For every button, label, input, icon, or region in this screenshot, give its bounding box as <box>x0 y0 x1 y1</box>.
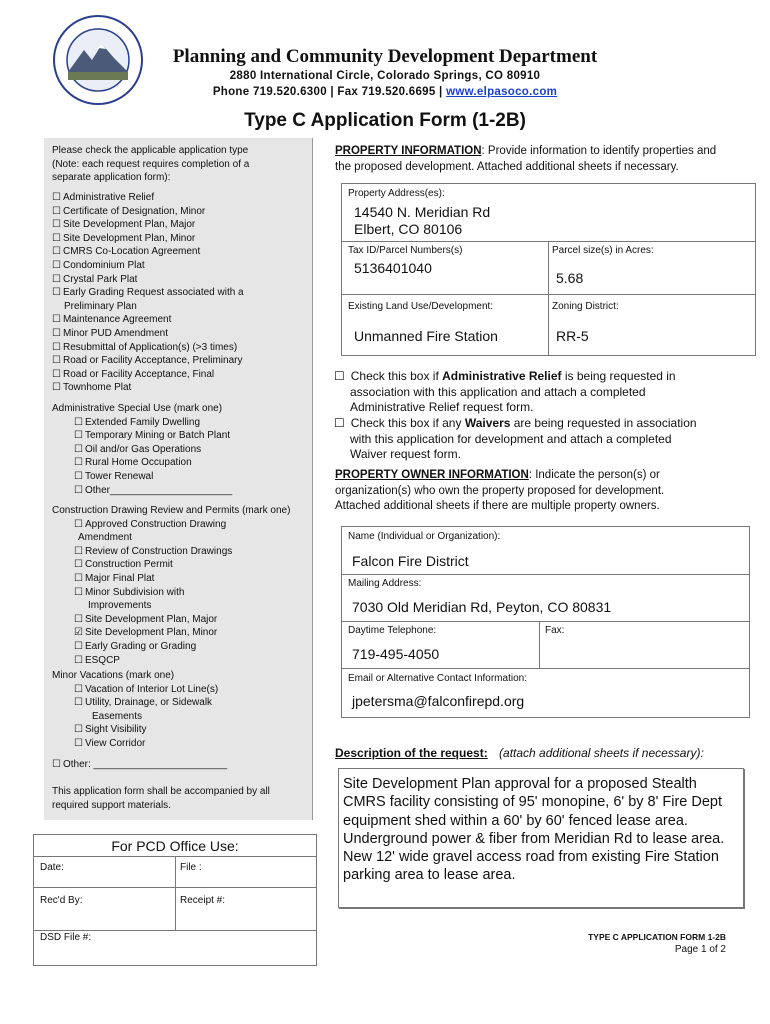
checkbox-icon[interactable]: ☐ <box>74 683 83 695</box>
zoning-label: Zoning District: <box>552 301 619 312</box>
address-line-2[interactable]: Elbert, CO 80106 <box>354 221 463 237</box>
type-option[interactable] <box>52 218 244 232</box>
group-title: Minor Vacations (mark one) <box>52 670 175 681</box>
checkbox-icon[interactable]: ☐ <box>74 559 83 571</box>
description-box[interactable] <box>338 768 744 908</box>
type-label: Administrative Relief <box>62 192 155 203</box>
type-option[interactable] <box>52 368 244 382</box>
option-label-cont: Improvements <box>88 600 152 612</box>
option-label: Rural Home Occupation <box>84 457 192 469</box>
minor-vacations-group <box>52 669 218 751</box>
special-use-option[interactable] <box>52 456 232 470</box>
type-option[interactable] <box>52 259 244 273</box>
tax-id-value[interactable]: 5136401040 <box>354 260 432 276</box>
construction-option-selected[interactable] <box>52 626 290 640</box>
support-note <box>52 785 270 812</box>
checkbox-icon[interactable]: ☐ <box>74 654 83 666</box>
option-label: Minor Subdivision with <box>84 586 185 598</box>
type-label: Townhome Plat <box>62 382 132 394</box>
type-option[interactable] <box>52 191 244 205</box>
special-use-option[interactable] <box>52 429 232 443</box>
check-text: are being requested in association <box>510 416 697 430</box>
option-label-cont: Easements <box>92 710 143 722</box>
option-label: Oil and/or Gas Operations <box>84 443 202 455</box>
description-line: Underground power & fiber from Meridian Rd to lease area. <box>343 830 725 847</box>
checkbox-icon[interactable]: ☐ <box>74 457 83 469</box>
description-heading <box>335 746 704 760</box>
checkbox-icon[interactable]: ☐ <box>74 545 83 557</box>
check-text: is being requested in <box>561 369 676 383</box>
option-label: Major Final Plat <box>84 572 155 584</box>
type-option[interactable] <box>52 327 244 341</box>
tax-id-label: Tax ID/Parcel Numbers(s) <box>348 245 463 256</box>
type-option[interactable] <box>52 341 244 355</box>
note-line: This application form shall be accompanied by all <box>52 786 270 797</box>
vacation-option[interactable] <box>52 683 218 697</box>
vacation-option[interactable] <box>52 696 218 710</box>
type-label: CMRS Co-Location Agreement <box>62 246 201 258</box>
pcd-date-label: Date: <box>40 862 64 873</box>
section-text: the proposed development. Attached additional sheets if necessary. <box>335 160 679 173</box>
group-title: Construction Drawing Review and Permits (mark one) <box>52 505 291 516</box>
checkbox-icon[interactable]: ☐ <box>52 246 61 258</box>
department-name: Planning and Community Development Department <box>172 46 598 67</box>
type-option[interactable] <box>52 381 244 395</box>
description-label: Description of the request: <box>335 746 488 760</box>
section-text: Attached additional sheets if there are multiple property owners. <box>335 500 660 512</box>
construction-option[interactable] <box>52 640 290 654</box>
option-label: Approved Construction Drawing <box>84 518 227 530</box>
checkbox-icon[interactable]: ☐ <box>74 416 83 428</box>
check-text-bold: Waivers <box>464 416 511 430</box>
section-text: : Provide information to identify properties and <box>481 145 717 157</box>
type-option[interactable] <box>52 205 244 219</box>
description-line: CMRS facility consisting of 95' monopine, 6' by 8' Fire Dept <box>343 794 723 811</box>
special-use-option[interactable] <box>52 484 232 498</box>
type-label: Maintenance Agreement <box>62 314 172 326</box>
parcel-size-value[interactable]: 5.68 <box>556 270 584 286</box>
application-type-list <box>52 191 244 395</box>
construction-option[interactable] <box>52 518 290 532</box>
checkbox-icon[interactable]: ☐ <box>52 355 61 367</box>
note-line: required support materials. <box>52 799 171 811</box>
checkbox-icon[interactable]: ☐ <box>334 369 345 383</box>
county-seal <box>52 14 144 106</box>
type-label: Site Development Plan, Major <box>62 219 196 231</box>
type-option[interactable] <box>52 232 244 246</box>
checkbox-icon[interactable]: ☐ <box>52 327 61 339</box>
section-title: PROPERTY INFORMATION <box>335 145 482 157</box>
checkbox-icon[interactable]: ☐ <box>74 737 83 749</box>
application-type-panel <box>44 138 313 820</box>
pcd-recd-label: Rec'd By: <box>40 895 83 906</box>
waiver-check[interactable] <box>334 416 754 463</box>
special-use-option[interactable] <box>52 416 232 430</box>
checkbox-icon[interactable]: ☐ <box>74 572 83 584</box>
check-text: with this application for development and attach a completed <box>350 431 672 446</box>
option-label: Other______________________ <box>84 484 233 496</box>
divider <box>342 294 755 295</box>
type-option[interactable] <box>52 313 244 327</box>
divider <box>548 241 549 355</box>
pcd-receipt-label: Receipt #: <box>180 895 226 906</box>
construction-option[interactable] <box>52 545 290 559</box>
checkbox-icon[interactable]: ☐ <box>52 368 61 380</box>
type-option[interactable] <box>52 354 244 368</box>
type-label: Road or Facility Acceptance, Preliminary <box>62 355 243 367</box>
option-label: Utility, Drainage, or Sidewalk <box>84 697 213 709</box>
option-label: Review of Construction Drawings <box>84 545 233 557</box>
type-label: Site Development Plan, Minor <box>62 232 196 244</box>
checkbox-icon[interactable]: ☐ <box>52 314 61 326</box>
option-label: Early Grading or Grading <box>84 640 197 652</box>
check-text: Check this box if any <box>350 416 465 430</box>
checkbox-icon[interactable]: ☐ <box>52 219 61 231</box>
option-label: Extended Family Dwelling <box>84 416 201 428</box>
section-text: organization(s) who own the property proposed for development. <box>335 484 665 497</box>
type-label: Minor PUD Amendment <box>62 327 169 339</box>
other-option[interactable] <box>52 758 227 772</box>
option-label: Site Development Plan, Major <box>84 613 218 625</box>
checkbox-icon[interactable]: ☐ <box>52 382 61 394</box>
type-label: Early Grading Request associated with a <box>62 287 244 299</box>
section-text: : Indicate the person(s) or <box>528 469 660 481</box>
divider <box>539 621 540 668</box>
address-label: Property Address(es): <box>348 188 445 199</box>
address-line-1[interactable]: 14540 N. Meridian Rd <box>354 204 491 220</box>
type-label: Certificate of Designation, Minor <box>62 205 206 217</box>
intro-line: Please check the applicable application type <box>52 145 249 156</box>
check-text-bold: Administrative Relief <box>442 369 562 383</box>
type-label-cont: Preliminary Plan <box>64 300 137 312</box>
footer-page-number: Page 1 of 2 <box>674 944 726 955</box>
owner-name-value[interactable]: Falcon Fire District <box>352 553 469 569</box>
special-use-option[interactable] <box>52 470 232 484</box>
option-label: ESQCP <box>84 654 120 666</box>
divider <box>34 930 316 931</box>
vacation-option[interactable] <box>52 737 218 751</box>
checkbox-icon[interactable]: ☐ <box>74 484 83 496</box>
mailing-label: Mailing Address: <box>348 578 422 589</box>
divider <box>342 668 749 669</box>
checkbox-icon[interactable]: ☐ <box>74 443 83 455</box>
construction-option[interactable] <box>52 558 290 572</box>
description-line: parking area to lease area. <box>343 867 516 884</box>
checkbox-icon[interactable]: ☐ <box>52 759 61 770</box>
checkbox-icon[interactable]: ☐ <box>74 518 83 530</box>
property-info-heading <box>335 144 735 175</box>
parcel-size-label: Parcel size(s) in Acres: <box>552 245 654 256</box>
zoning-value[interactable]: RR-5 <box>556 328 589 344</box>
mailing-value[interactable]: 7030 Old Meridian Rd, Peyton, CO 80831 <box>352 599 612 615</box>
description-line: New 12' wide gravel access road from existing Fire Station <box>343 849 719 866</box>
pcd-title: For PCD Office Use: <box>111 838 239 854</box>
check-text: association with this application and attach a completed <box>350 384 646 399</box>
email-value[interactable]: jpetersma@falconfirepd.org <box>352 693 525 709</box>
check-text: Waiver request form. <box>350 447 461 461</box>
divider <box>175 856 176 930</box>
option-label: Vacation of Interior Lot Line(s) <box>84 683 219 695</box>
type-option[interactable] <box>52 245 244 259</box>
checked-checkbox-icon[interactable]: ☑ <box>74 627 83 639</box>
intro-line: separate application form): <box>52 172 171 184</box>
footer-form-name: TYPE C APPLICATION FORM 1-2B <box>588 932 726 942</box>
option-label: Temporary Mining or Batch Plant <box>84 430 231 442</box>
pcd-dsd-label: DSD File #: <box>40 932 92 943</box>
checkbox-icon[interactable]: ☐ <box>52 232 61 244</box>
divider <box>34 887 316 888</box>
check-text: Check this box if <box>350 369 443 383</box>
intro-text <box>52 144 249 185</box>
pcd-office-use-box <box>33 834 317 966</box>
admin-special-use-group <box>52 402 232 497</box>
checkbox-icon[interactable]: ☐ <box>52 259 61 271</box>
construction-option[interactable] <box>52 654 290 668</box>
other-label: Other: ________________________ <box>62 759 228 770</box>
construction-option[interactable] <box>52 572 290 586</box>
special-use-option[interactable] <box>52 443 232 457</box>
section-title: PROPERTY OWNER INFORMATION <box>335 469 529 481</box>
option-label: View Corridor <box>84 737 146 749</box>
owner-info-table <box>341 526 750 718</box>
land-use-value[interactable]: Unmanned Fire Station <box>354 328 498 344</box>
divider <box>342 621 749 622</box>
type-option[interactable] <box>52 273 244 287</box>
checkbox-icon[interactable]: ☐ <box>74 586 83 598</box>
owner-name-label: Name (Individual or Organization): <box>348 531 501 542</box>
property-info-table <box>341 183 756 356</box>
checkbox-icon[interactable]: ☐ <box>74 430 83 442</box>
intro-line: (Note: each request requires completion of a <box>52 158 250 170</box>
checkbox-icon[interactable]: ☐ <box>52 205 61 217</box>
form-title: Type C Application Form (1-2B) <box>244 110 526 131</box>
construction-group <box>52 504 290 667</box>
type-label: Crystal Park Plat <box>62 273 138 285</box>
option-label-cont: Amendment <box>78 532 132 544</box>
land-use-label: Existing Land Use/Development: <box>348 301 494 312</box>
checkbox-icon[interactable]: ☐ <box>74 613 83 625</box>
construction-option[interactable] <box>52 586 290 600</box>
description-line: equipment shed within a 60' by 60' fenced lease area. <box>343 812 688 829</box>
fax-label: Fax: <box>545 625 565 636</box>
checkbox-icon[interactable]: ☐ <box>52 287 61 299</box>
checkbox-icon[interactable]: ☐ <box>52 273 61 285</box>
type-label: Road or Facility Acceptance, Final <box>62 368 215 380</box>
checkbox-icon[interactable]: ☐ <box>334 416 345 430</box>
type-label: Condominium Plat <box>62 259 145 271</box>
checkbox-icon[interactable]: ☐ <box>52 192 61 203</box>
check-text: Administrative Relief request form. <box>350 400 534 414</box>
admin-relief-check[interactable] <box>334 369 754 416</box>
description-text <box>343 775 743 885</box>
option-label: Construction Permit <box>84 559 173 571</box>
department-address: 2880 International Circle, Colorado Springs, CO 80910 <box>229 70 541 82</box>
email-label: Email or Alternative Contact Information: <box>348 673 527 684</box>
checkbox-icon[interactable]: ☐ <box>74 470 83 482</box>
phone-label: Daytime Telephone: <box>348 625 437 636</box>
divider <box>342 574 749 575</box>
group-title: Administrative Special Use (mark one) <box>52 403 223 414</box>
description-hint: (attach additional sheets if necessary): <box>499 746 704 760</box>
contact-line <box>150 86 620 98</box>
type-label: Resubmittal of Application(s) (>3 times) <box>62 341 238 353</box>
checkbox-icon[interactable]: ☐ <box>74 640 83 652</box>
website-link[interactable]: www.elpasoco.com <box>446 86 558 98</box>
checkbox-icon[interactable]: ☐ <box>74 697 83 709</box>
checkbox-icon[interactable]: ☐ <box>52 341 61 353</box>
checkbox-icon[interactable]: ☐ <box>74 724 83 736</box>
pcd-file-label: File : <box>180 862 202 873</box>
phone-fax: Phone 719.520.6300 | Fax 719.520.6695 | <box>212 86 447 98</box>
option-label: Sight Visibility <box>84 724 147 736</box>
option-label: Tower Renewal <box>84 470 154 482</box>
phone-value[interactable]: 719-495-4050 <box>352 646 440 662</box>
option-label: Site Development Plan, Minor <box>84 627 218 639</box>
description-line: Site Development Plan approval for a proposed Stealth <box>343 776 697 792</box>
vacation-option[interactable] <box>52 723 218 737</box>
type-option[interactable] <box>52 286 244 300</box>
owner-info-heading <box>335 468 745 515</box>
construction-option[interactable] <box>52 613 290 627</box>
